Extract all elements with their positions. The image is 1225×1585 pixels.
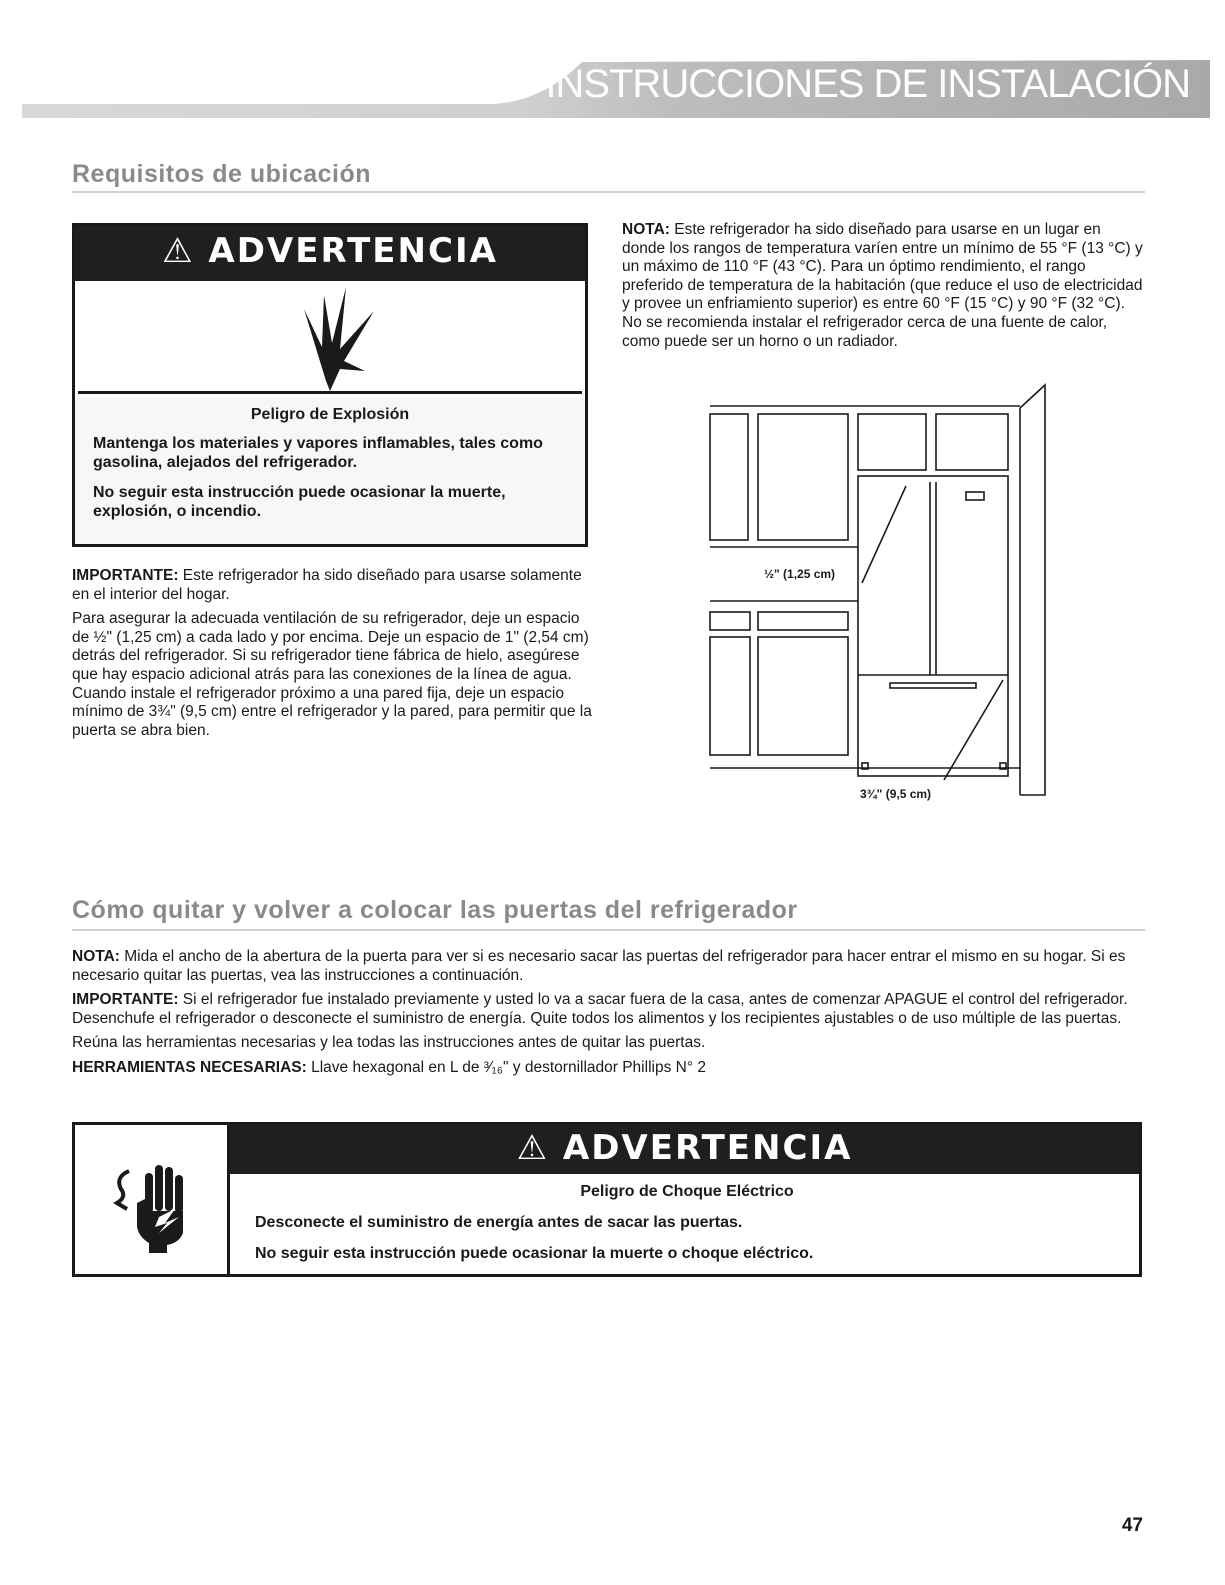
warning-title-text-2: ADVERTENCIA — [562, 1128, 853, 1168]
hazard-title: Peligro de Explosión — [250, 406, 410, 423]
warning-title — [75, 231, 585, 271]
tools-label: HERRAMIENTAS NECESARIAS: — [72, 1058, 307, 1076]
symbol-area — [78, 281, 582, 394]
ventilation-paragraph: Para asegurar la adecuada ventilación de su refrigerador, deje un espacio de ½" (1,25 cm) a cada lado y por encima. Deje un espacio de 1" (2,54 cm) detrás del refrigerador. Si su refrigerador tiene fábrica de hielo, asegúrese que hay espacio adicional atrás para las conexiones de la línea de agua. Cuando instale el refrigerador próximo a una pared fija, deje un espacio mínimo de 3¾" (9,5 cm) entre el refrigerador y la pared, para permitir que la puerta se abra bien. — [72, 610, 592, 739]
hazard-title-2: Peligro de Choque Eléctrico — [580, 1183, 794, 1200]
reuna-paragraph: Reúna las herramientas necesarias y lea todas las instrucciones antes de quitar las puertas. — [72, 1034, 706, 1052]
header-banner — [22, 52, 1210, 118]
nota-label: NOTA: — [622, 221, 670, 238]
warning-body — [75, 398, 585, 544]
warning-box-electric — [72, 1122, 1142, 1277]
doors-text-block — [72, 948, 1147, 1084]
nota-label-2: NOTA: — [72, 948, 120, 965]
tools-text: Llave hexagonal en L de ³⁄₁₆" y destornillador Phillips N° 2 — [306, 1058, 706, 1076]
clearance-label-bottom: 3¾" (9,5 cm) — [860, 787, 932, 801]
section-rule-2 — [72, 929, 1145, 931]
warning-instruction: Mantenga los materiales y vapores inflamables, tales como gasolina, alejados del refrigerador. — [93, 435, 543, 471]
importante-text-2: Si el refrigerador fue instalado previamente y usted lo va a sacar fuera de la casa, antes de comenzar APAGUE el control del refrigerador. Desenchufe el refrigerador o desconecte el suministro de energía. Quite todos los alimentos y los recipientes ajustables o de uso múltiple de las puertas. — [72, 991, 1128, 1027]
section-rule — [72, 191, 1145, 193]
warning-consequence: No seguir esta instrucción puede ocasionar la muerte, explosión, o incendio. — [93, 484, 506, 520]
symbol-panel — [75, 1125, 230, 1274]
nota-text-2: Mida el ancho de la abertura de la puerta para ver si es necesario sacar las puertas del refrigerador para hacer entrar el mismo en su hogar. Si es necesario quitar las puertas, vea las instrucciones a continuación. — [72, 948, 1126, 984]
warning-title-2 — [230, 1128, 1139, 1168]
warning-title-text: ADVERTENCIA — [208, 231, 498, 271]
importante-paragraph — [72, 567, 592, 604]
importante-text: Este refrigerador ha sido diseñado para usarse solamente en el interior del hogar. — [72, 567, 582, 603]
importante-label-2: IMPORTANTE: — [72, 991, 179, 1009]
warning-title-bar-2 — [230, 1125, 1139, 1174]
nota-paragraph-2 — [72, 948, 1147, 985]
warning-triangle-icon: ⚠ — [516, 1128, 550, 1168]
explosion-icon — [78, 281, 588, 394]
warning-triangle-icon: ⚠ — [162, 231, 195, 271]
nota-paragraph — [622, 221, 1147, 351]
left-text-column — [72, 567, 592, 746]
warning-title-bar — [75, 226, 585, 281]
warning-instruction-2: Desconecte el suministro de energía antes de sacar las puertas. — [255, 1214, 743, 1231]
warning-body-2 — [255, 1183, 1119, 1275]
nota-text: Este refrigerador ha sido diseñado para usarse en un lugar en donde los rangos de temperatura varíen entre un mínimo de 55 °F (13 °C) y un máximo de 110 °F (43 °C). Para un óptimo rendimiento, el rango preferido de temperatura de la habitación (que reduce el uso de electricidad y provee un enfriamiento superior) es entre 60 °F (15 °C) y 90 °F (32 °C). No se recomienda instalar el refrigerador cerca de una fuente de calor, como puede ser un horno o un radiador. — [622, 221, 1143, 350]
clearance-diagram — [700, 380, 1060, 805]
importante-paragraph-2 — [72, 991, 1147, 1028]
page-number: 47 — [1121, 1515, 1143, 1536]
importante-label: IMPORTANTE: — [72, 567, 179, 584]
electric-shock-hand-icon — [75, 1125, 225, 1274]
right-text-column — [622, 221, 1147, 357]
section-heading-puertas: Cómo quitar y volver a colocar las puertas del refrigerador — [72, 896, 798, 924]
clearance-label-top: ½" (1,25 cm) — [764, 567, 836, 581]
warning-box-explosion — [72, 223, 588, 547]
banner-title: INSTRUCCIONES DE INSTALACIÓN — [545, 62, 1190, 106]
warning-consequence-2: No seguir esta instrucción puede ocasionar la muerte o choque eléctrico. — [255, 1245, 814, 1262]
section-heading-ubicacion: Requisitos de ubicación — [72, 160, 372, 188]
tools-paragraph — [72, 1059, 1147, 1078]
